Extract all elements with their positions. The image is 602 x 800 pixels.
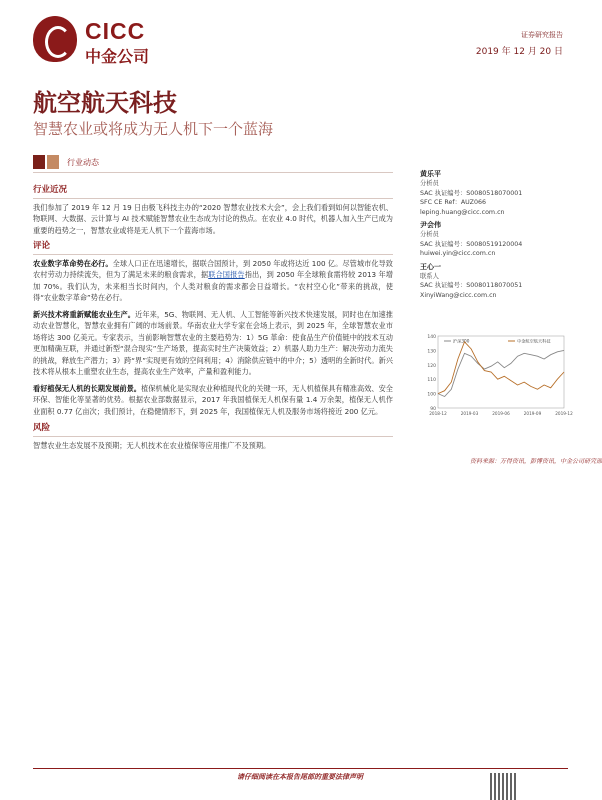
series-line [438,342,564,394]
analyst-email[interactable]: huiwei.yin@cicc.com.cn [420,250,496,258]
y-tick-label: 90 [430,407,436,412]
y-tick-label: 140 [427,335,436,340]
tag-square-light [47,155,59,169]
cicc-logo-mark [33,16,77,62]
page-title: 航空航天科技 [33,88,177,117]
report-body [33,185,393,456]
legend-label: 中金航空航天科技 [517,338,551,344]
analyst-sidebar [420,170,570,304]
p1-text-a: 全球人口正在迅速增长，据联合国预计，到 2050 年或将达近 100 亿。尽管城市化导致农村劳动力持续流失，但为了满足未来的粮食需求，据 [33,258,393,279]
footer-divider [33,768,568,769]
x-tick-label: 2019-03 [460,411,479,416]
analyst-name: 尹会伟 [420,221,441,230]
x-tick-label: 2019-12 [555,411,573,416]
report-date: 2019 年 12 月 20 日 [475,47,563,57]
analyst-role: 分析员 [420,231,439,239]
series-line [438,350,564,396]
p3-lead: 看好植保无人机的长期发展前景。 [33,383,141,393]
analyst-role: 联系人 [420,273,439,281]
x-tick-label: 2018-12 [429,411,447,416]
analyst-sac: SAC 执证编号：S0080519120004 [420,240,523,248]
logo-chinese: 中金公司 [85,47,150,66]
un-report-link[interactable]: 联合国报告 [208,270,245,279]
comment-paragraph-2 [33,309,393,378]
risk-paragraph: 智慧农业生态发展不及预期；无人机技术在农业植保等应用推广不及预期。 [33,440,271,450]
x-tick-label: 2019-06 [492,411,510,416]
analyst-role: 分析员 [420,180,439,188]
analyst-name: 王心一 [420,262,441,271]
overview-paragraph: 我们参加了 2019 年 12 月 19 日由极飞科技主办的“2020 智慧农业技术大会”，会上我们看到如何以智能农机、物联网、大数据、云计算与 AI 技术赋能智慧农业生态成为讨论的热点。在农业 4.0 时代，机器人加入生产已成为重要的趋势之一，智慧农业或将是无人机下一个蓝海市场。 [33,202,393,235]
legal-notice[interactable]: 请仔细阅读在本报告尾部的重要法律声明 [237,773,363,781]
tag-label: 行业动态 [67,158,99,167]
cicc-logo [33,16,173,66]
section-title-risk: 风险 [33,423,393,437]
analyst-name: 黄乐平 [420,170,441,178]
analyst-block [420,263,570,301]
performance-chart [418,328,573,418]
analyst-sac: SAC 执证编号：S0080118070051 [420,282,523,290]
analyst-sfc: SFC CE Ref：AUZ066 [420,199,487,207]
comment-paragraph-3 [33,383,393,418]
y-tick-label: 130 [427,349,436,355]
analyst-sac: SAC 执证编号：S0080518070001 [420,189,523,197]
y-tick-label: 120 [427,363,436,369]
analyst-block [420,221,570,259]
analyst-email[interactable]: leping.huang@cicc.com.cn [420,208,505,216]
qr-code [490,773,518,800]
y-tick-label: 110 [427,378,436,384]
comment-paragraph-1 [33,258,393,304]
legend-label: 沪深300 [453,338,470,344]
logo-english: CICC [85,18,146,44]
p1-lead: 农业数字革命势在必行。 [33,258,113,268]
p3-text: 植保机械化是实现农业种植现代化的关键一环，无人机植保具有精准高效、安全环保、智能化等显著的优势。根据农业部数据显示，2017 年我国植保无人机保有量 1.4 万余架，植保无人机作业面积 0.77 亿亩次；我们预计，在稳健情形下，到 2025 年，我国植保无人机及服务市场将接近 200 亿元。 [33,383,393,416]
performance-chart-svg [418,328,573,418]
analyst-block [420,170,570,217]
y-tick-label: 100 [427,392,436,398]
section-title-overview: 行业近况 [33,185,393,199]
chart-source: 资料来源：万得资讯，彭博资讯，中金公司研究部 [470,458,602,465]
p2-text: 近年来，5G、物联网、无人机、人工智能等新兴技术快速发展，同时也在加速推动农业智慧化，智慧农业拥有广阔的市场前景。华南农业大学专家在会场上表示，到 2025 年，全球智慧农业市场将达 300 亿美元。专家表示，当前影响智慧农业的主要趋势为：1）5G 革命：使食品生产价值链中的技术互动更加精确互联，并通过新型“混合现实”生产场景，提高实时生产决策效益；2）机器人助力生产：解决劳动力流失的挑战，释放生产潜力；3）跨“界”实现更有效的空间利用；4）消除供应链中的中介；5）透明的全新时代。新兴技术将从根本上重塑农业生态，提高农业生产效率，产量和盈利能力。 [33,309,393,376]
x-tick-label: 2019-09 [523,411,542,416]
divider [33,172,393,173]
p1-text-b: 指出，到 2050 年全球粮食需将较 2013 年增加 70%。我们认为，未来相当长时间内，个人类对粮食的需求都会日益增长。“农村空心化”带来的挑战，使得“农业数字革命”势在必行。 [33,270,393,302]
tag-square-dark [33,155,45,169]
report-type: 证券研究报告 [521,31,563,39]
p2-lead: 新兴技术将重新赋能农业生产。 [33,309,136,319]
page-subtitle: 智慧农业或将成为无人机下一个蓝海 [33,120,274,138]
section-title-comment: 评论 [33,241,393,255]
analyst-email[interactable]: XinyiWang@cicc.com.cn [420,291,497,299]
